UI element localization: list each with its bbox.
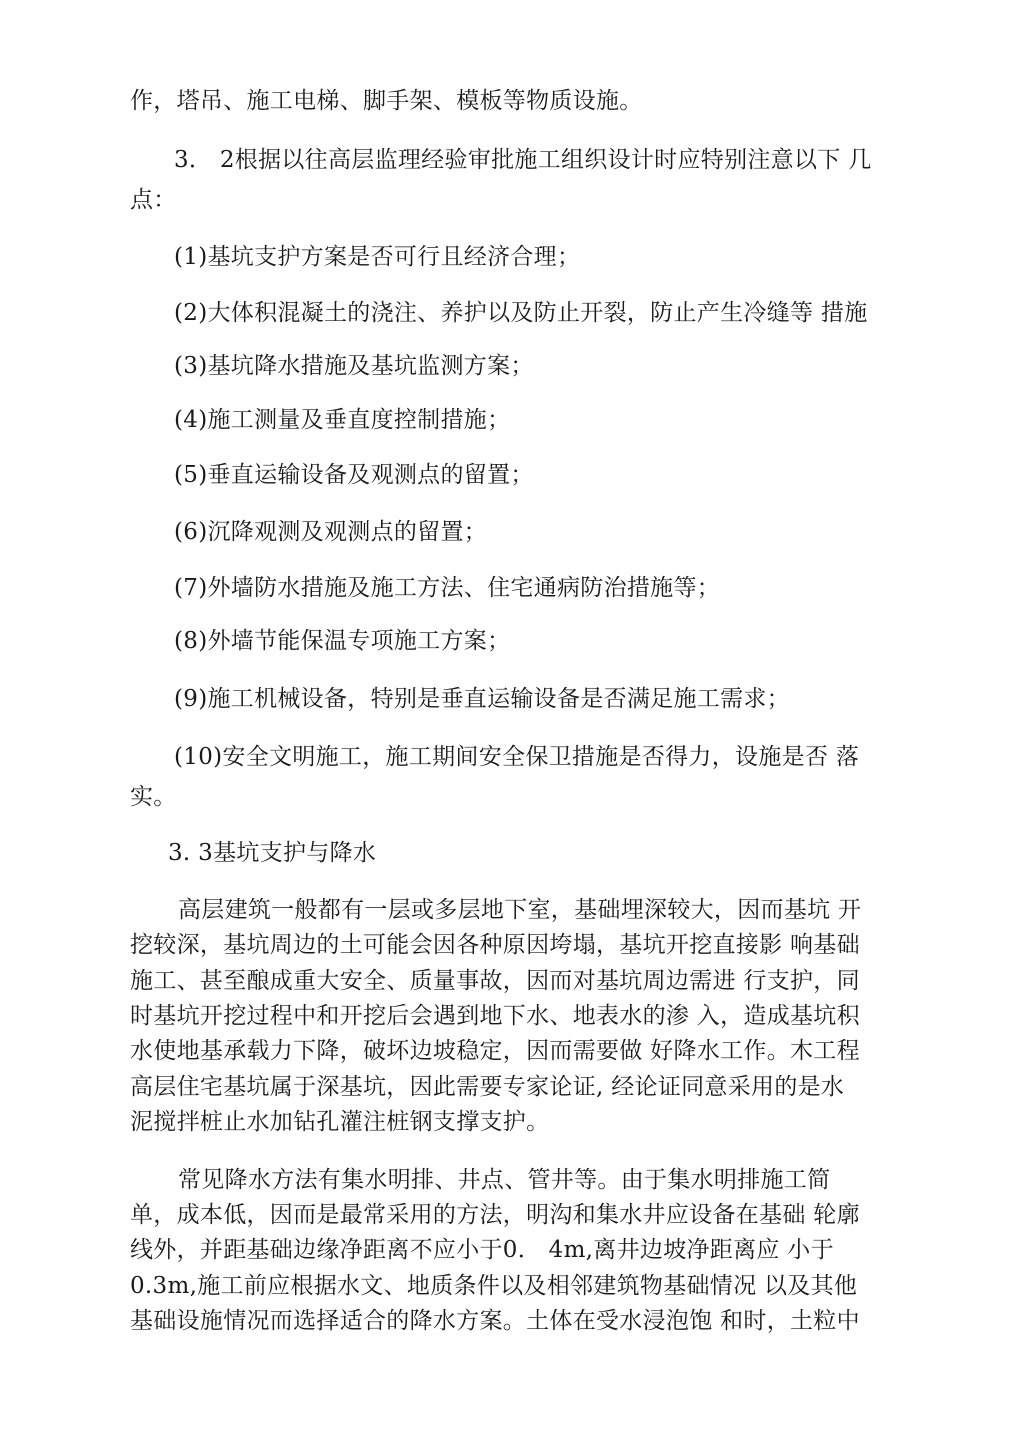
- text-line: 点：: [130, 187, 177, 213]
- paragraph-line: 时基坑开挖过程中和开挖后会遇到地下水、地表水的渗 入，造成基坑积: [130, 1003, 860, 1029]
- list-item: (6)沉降观测及观测点的留置；: [174, 519, 488, 545]
- paragraph-line: 线外，并距基础边缘净距离不应小于0． 4m,离井边坡净距离应 小于: [130, 1237, 834, 1263]
- paragraph-line: 0.3m,施工前应根据水文、地质条件以及相邻建筑物基础情况 以及其他: [130, 1273, 858, 1299]
- list-item: (4)施工测量及垂直度控制措施；: [174, 407, 511, 433]
- paragraph-line: 高层住宅基坑属于深基坑，因此需要专家论证, 经论证同意采用的是水: [130, 1074, 845, 1100]
- text-line: 实。: [130, 784, 177, 810]
- list-item: (8)外墙节能保温专项施工方案；: [174, 628, 511, 654]
- paragraph-line: 泥搅拌桩止水加钻孔灌注桩钢支撑支护。: [130, 1109, 550, 1135]
- list-item: (10)安全文明施工，施工期间安全保卫措施是否得力，设施是否 落: [174, 744, 860, 770]
- paragraph-line: 基础设施情况而选择适合的降水方案。土体在受水浸泡饱 和时，土粒中: [130, 1308, 860, 1334]
- list-item: (9)施工机械设备，特别是垂直运输设备是否满足施工需求；: [174, 686, 790, 712]
- paragraph-line: 施工、甚至酿成重大安全、质量事故，因而对基坑周边需进 行支护，同: [130, 968, 860, 994]
- section-heading: 3． 2根据以往高层监理经验审批施工组织设计时应特别注意以下 几: [174, 147, 872, 173]
- paragraph-line: 挖较深，基坑周边的土可能会因各种原因垮塌，基坑开挖直接影 响基础: [130, 932, 860, 958]
- paragraph-line: 单，成本低，因而是最常采用的方法，明沟和集水井应设备在基础 轮廓: [130, 1202, 860, 1228]
- list-item: (2)大体积混凝土的浇注、养护以及防止开裂，防止产生冷缝等 措施: [174, 300, 868, 326]
- list-item: (1)基坑支护方案是否可行且经济合理；: [174, 244, 581, 270]
- list-item: (5)垂直运输设备及观测点的留置；: [174, 462, 534, 488]
- list-item: (3)基坑降水措施及基坑监测方案；: [174, 353, 534, 379]
- list-item: (7)外墙防水措施及施工方法、住宅通病防治措施等；: [174, 575, 721, 601]
- section-heading: 3. 3基坑支护与降水: [168, 840, 377, 866]
- paragraph-line: 常见降水方法有集水明排、井点、管井等。由于集水明排施工简: [178, 1167, 831, 1193]
- text-line: 作，塔吊、施工电梯、脚手架、模板等物质设施。: [130, 88, 643, 114]
- paragraph-line: 高层建筑一般都有一层或多层地下室，基础埋深较大，因而基坑 开: [178, 897, 862, 923]
- paragraph-line: 水使地基承载力下降，破坏边坡稳定，因而需要做 好降水工作。木工程: [130, 1038, 860, 1064]
